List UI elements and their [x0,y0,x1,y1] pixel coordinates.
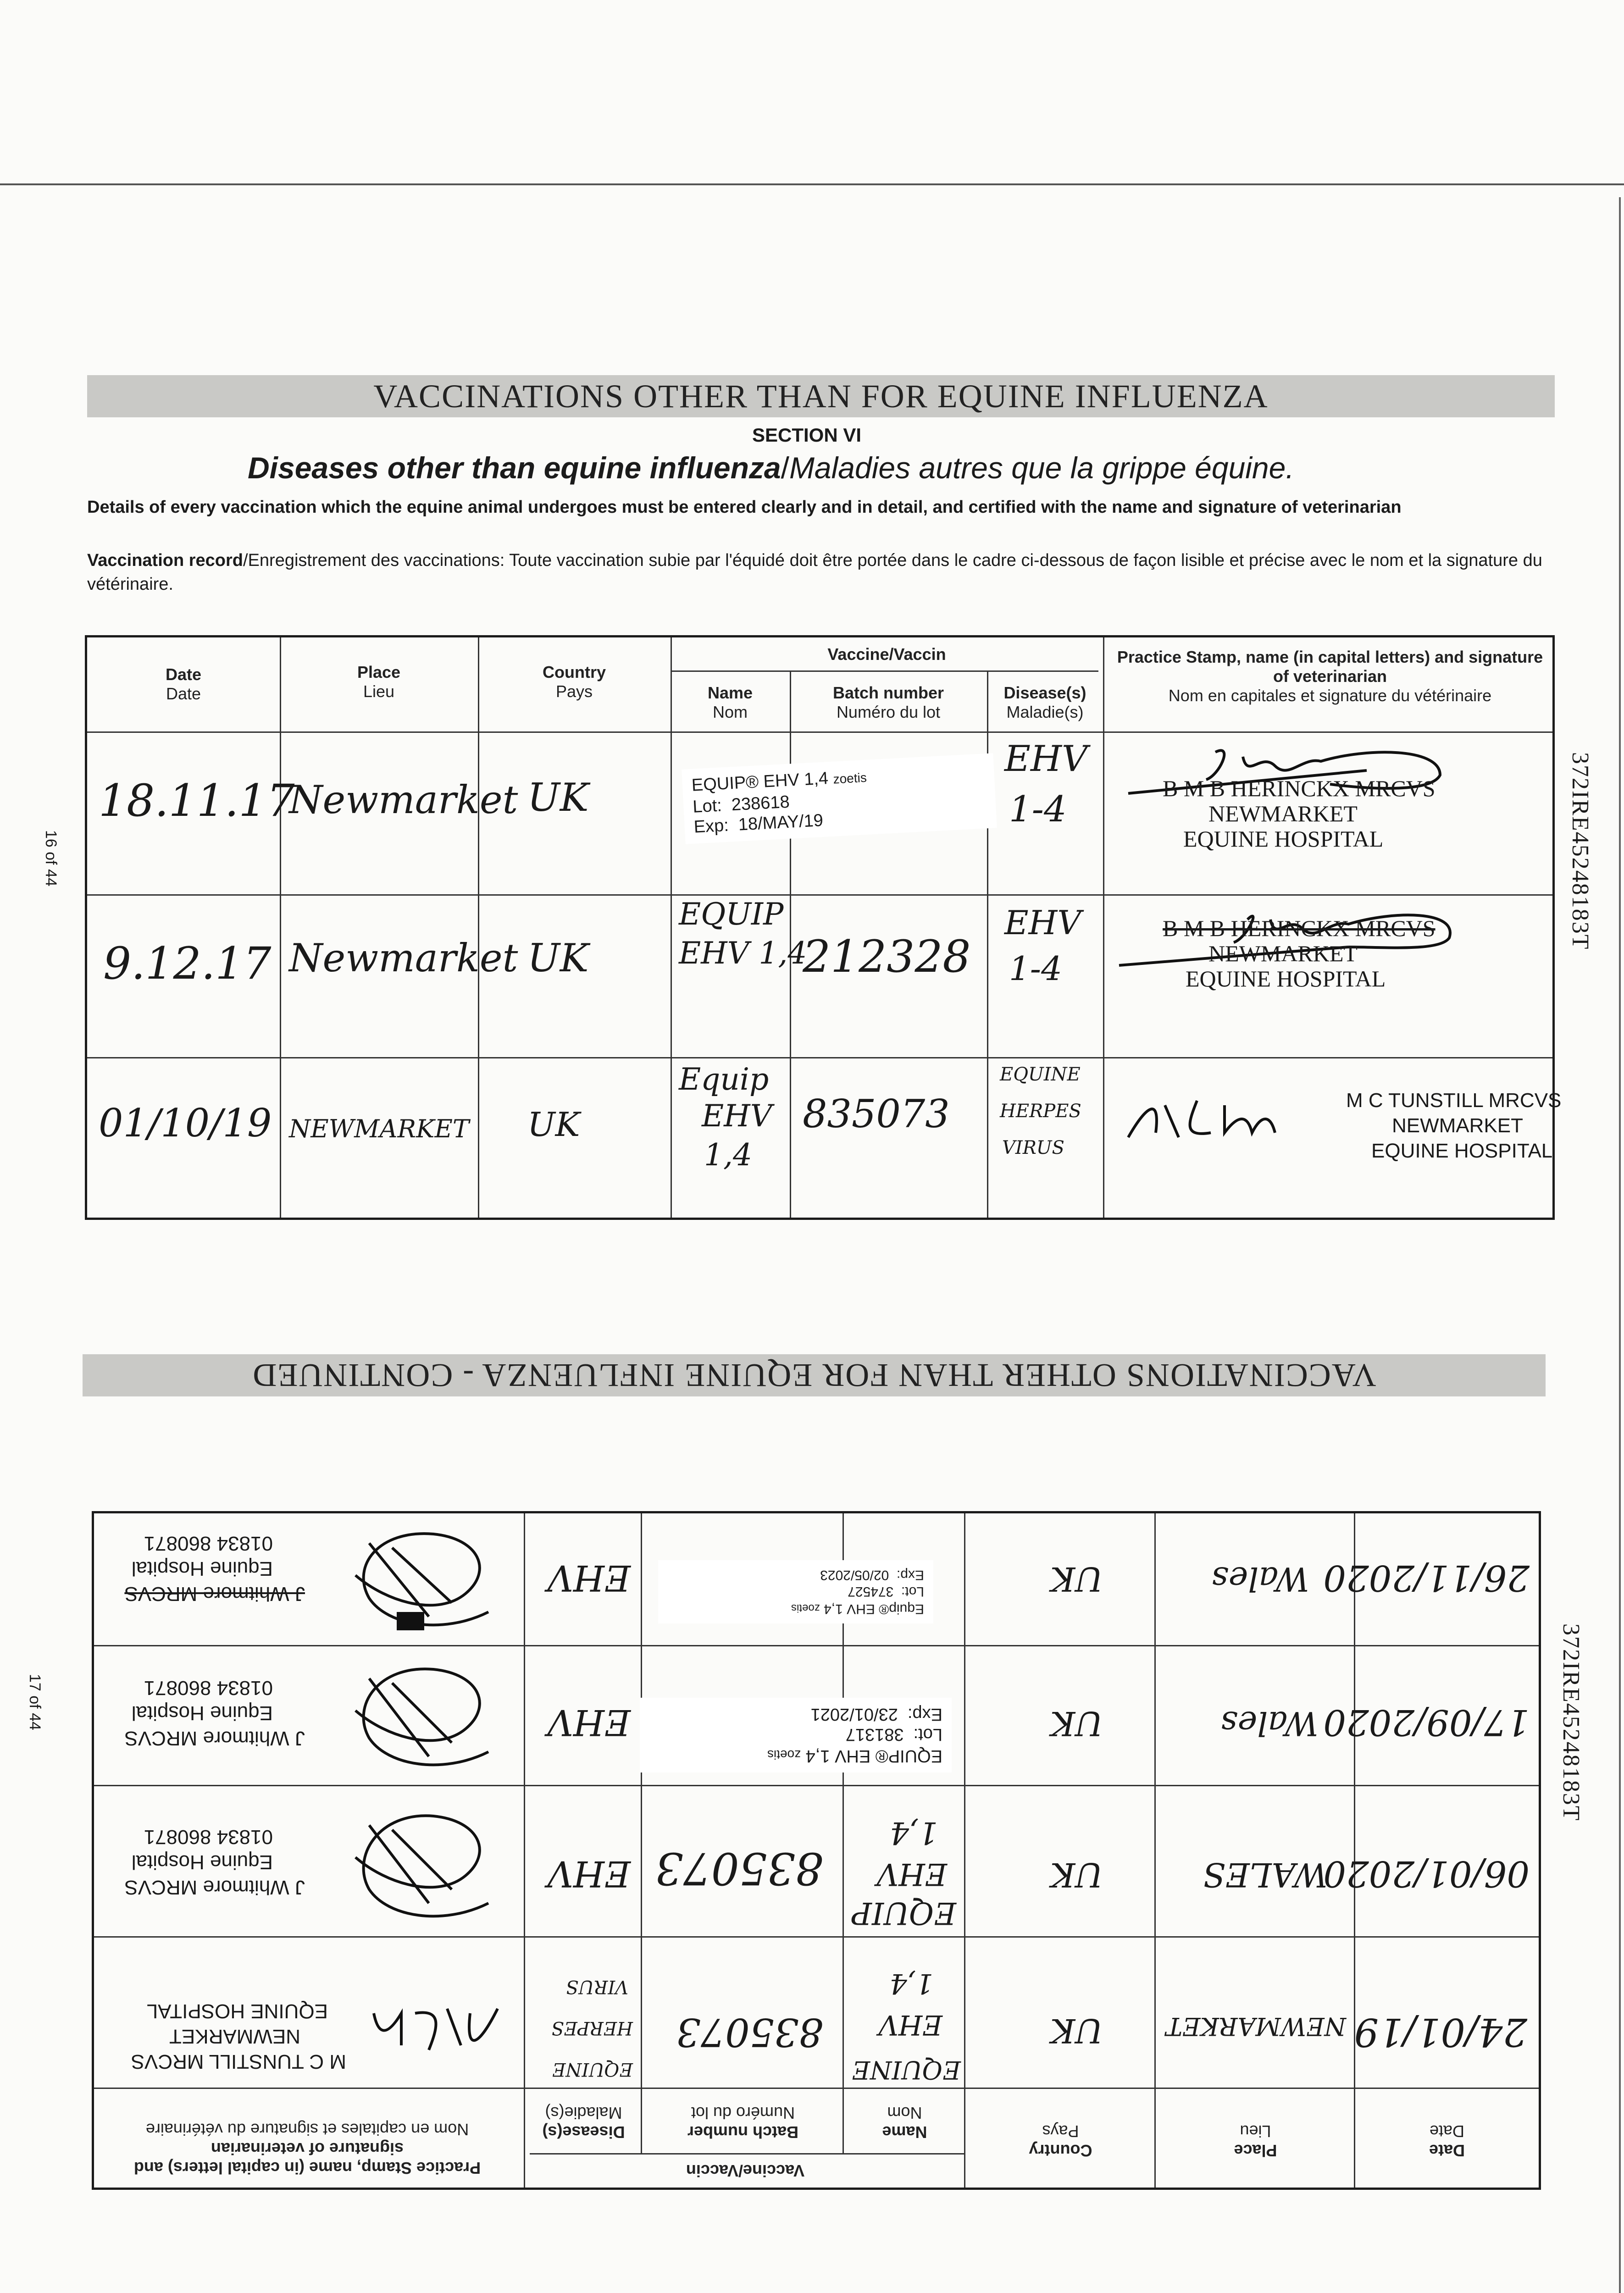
row3-vet-town: NEWMARKET [1392,1114,1523,1137]
bottom-row1-signature [360,1999,507,2064]
bottom-row4-exp: 02/05/2023 [820,1567,889,1583]
header-place: Place Lieu [357,663,401,701]
bottom-row4-place: Wales [1211,1560,1309,1598]
bottom-header-date: Date Date [1429,2122,1465,2160]
section-banner: VACCINATIONS OTHER THAN FOR EQUINE INFLUENZA [87,375,1555,417]
bottom-row4-vaccine-sticker: Equip® EHV 1,4 zoetis Lot: 374527 Exp: 02/05/2023 [658,1560,933,1623]
section-title [248,450,1294,485]
bottom-row1-vet-hospital: EQUINE HOSPITAL [146,2000,328,2022]
serial-number-bottom: 372IRE45248183T [1558,1623,1584,1822]
bottom-row3-vet-phone: 01834 860871 [144,1677,273,1699]
row2-place: Newmarket [289,936,518,980]
bottom-row1-disease-a: EQUINE [552,2059,633,2080]
vaccination-page-bottom [78,1344,1541,2190]
header-stamp: Practice Stamp, name (in capital letters) and signature of veterinarian Nom en capitales et signature du vétérinaire [1117,648,1543,705]
row3-country: UK [527,1105,580,1144]
bottom-header-vaccine: Vaccine/Vaccin [686,2161,805,2180]
bottom-row1-country: UK [1050,2011,1103,2050]
bottom-header-batch: Batch number Numéro du lot [687,2104,799,2142]
bottom-row1-vet-town: NEWMARKET [169,2025,300,2048]
bottom-header-name: Name Nom [882,2104,927,2142]
bottom-row4-signature [305,1516,507,1639]
bottom-row2-name-c: 1,4 [890,1815,938,1850]
bottom-row4-lot: 374527 [848,1584,894,1599]
bottom-row2-place: WALES [1203,1855,1328,1894]
bottom-row4-vaccine-name: Equip® EHV 1,4 [824,1601,924,1617]
row1-disease-b: 1-4 [1009,789,1067,830]
row3-name-a: Equip [679,1062,769,1097]
bottom-header-place: Place Lieu [1234,2122,1277,2160]
bottom-row2-disease: EHV [547,1853,631,1894]
vaccination-table-top [85,635,1562,1220]
row1-vet-hospital: EQUINE HOSPITAL [1183,826,1384,852]
bottom-row1-vet-name: M C TUNSTILL MRCVS [131,2050,346,2073]
row2-disease-a: EHV [1004,903,1081,942]
instruction-english: Details of every vaccination which the equine animal undergoes must be entered clearly and in detail, and certified with the name and signature of veterinarian [87,498,1402,517]
bottom-row3-vet-hospital: Equine Hospital [131,1702,273,1724]
bottom-row2-vet-hospital: Equine Hospital [131,1851,273,1873]
row2-country: UK [527,936,589,980]
row2-vet-hospital: EQUINE HOSPITAL [1186,966,1386,991]
bottom-row2-vet-phone: 01834 860871 [144,1826,273,1848]
bottom-row4-country: UK [1050,1560,1103,1598]
row3-date: 01/10/19 [99,1101,272,1146]
bottom-row4-vet-phone: 01834 860871 [144,1532,273,1555]
row1-lot: 238618 [731,792,790,815]
bottom-row1-name-c: 1,4 [889,1967,933,1999]
serial-number-top: 372IRE45248183T [1567,752,1593,950]
bottom-row2-batch: 835073 [655,1843,823,1894]
page-right-edge [1619,197,1621,2293]
row1-place: Newmarket [289,777,518,822]
bottom-header-country: Country Pays [1029,2122,1092,2160]
title-french: Maladies autres que la grippe équine. [789,451,1294,485]
bottom-row2-name-a: EQUIP [851,1895,956,1931]
header-disease: Disease(s) Maladie(s) [1003,683,1086,721]
row1-vet-town: NEWMARKET [1208,801,1358,826]
section-number: SECTION VI [752,424,862,446]
bottom-row2-name-b: EHV [876,1856,947,1892]
row1-vaccine-name: EQUIP® EHV 1,4 [691,769,829,795]
bottom-row3-vaccine-name: EQUIP® EHV 1,4 [805,1746,942,1766]
bottom-row3-disease: EHV [547,1701,631,1743]
row1-vaccine-sticker: EQUIP® EHV 1,4 zoetis Lot: 238618 Exp: 18/MAY/19 [682,753,997,844]
header-date: Date Date [165,665,202,703]
bottom-row2-signature [305,1793,507,1931]
title-separator: / [781,451,789,485]
row3-name-c: 1,4 [704,1137,752,1173]
row2-vet-name: B M B HERINCKX MRCVS [1163,915,1436,941]
header-country: Country Pays [543,663,606,701]
instruction-french-label: Vaccination record [87,551,244,570]
title-english: Diseases other than equine influenza [248,451,781,485]
bottom-row1-batch: 835073 [676,2010,823,2055]
header-vaccine: Vaccine/Vaccin [827,645,946,664]
vaccination-table-bottom [92,1511,1541,2190]
row3-place: NEWMARKET [289,1114,469,1143]
bottom-row3-lot: 381317 [845,1725,904,1744]
row2-batch: 212328 [803,931,971,982]
bottom-header-stamp: Practice Stamp, name (in capital letters) and signature of veterinarian Nom en capitales et signature du vétérinaire [133,2120,481,2177]
bottom-row4-vet-name: J Whitmore MRCVS [124,1583,305,1605]
row1-disease-a: EHV [1004,738,1088,780]
bottom-row3-place: Wales [1220,1704,1319,1743]
row3-disease-c: VIRUS [1002,1137,1064,1158]
row2-date: 9.12.17 [103,938,272,989]
instruction-french-text: /Enregistrement des vaccinations: Toute vaccination subie par l'équidé doit être portée dans le cadre ci-dessous de façon lisible et précise avec le nom et la signature du vétérinaire. [87,551,1542,594]
bottom-row1-disease-b: HERPES [551,2017,633,2038]
row3-disease-a: EQUINE [1000,1064,1081,1085]
row2-name-a: EQUIP [679,897,784,932]
instruction-french [87,548,1559,596]
bottom-row2-date: 06/01/2020 [1323,1853,1530,1894]
row1-vaccine-maker: zoetis [832,770,867,786]
bottom-row1-name-a: EQUINE [852,2055,961,2084]
bottom-row3-vaccine-maker: zoetis [767,1748,801,1762]
bottom-row2-vet-name: J Whitmore MRCVS [124,1876,305,1899]
bottom-header-disease: Disease(s) Maladie(s) [542,2104,625,2142]
bottom-row4-vaccine-maker: zoetis [791,1602,820,1614]
bottom-row4-disease: EHV [547,1557,631,1598]
bottom-row2-country: UK [1050,1855,1103,1894]
row3-batch: 835073 [803,1091,950,1136]
bottom-row1-place: NEWMARKET [1166,2012,1346,2041]
row1-date: 18.11.17 [99,775,295,826]
row3-name-b: EHV [702,1098,772,1134]
header-batch: Batch number Numéro du lot [832,683,944,721]
bottom-row3-signature [305,1651,507,1779]
bottom-row3-vaccine-sticker: EQUIP® EHV 1,4 zoetis Lot: 381317 Exp: 23/01/2021 [640,1698,952,1772]
bottom-row1-disease-c: VIRUS [566,1976,628,1997]
bottom-row1-name-b: EHV [878,2009,942,2041]
row1-country: UK [527,775,589,820]
header-name: Name Nom [707,683,753,721]
page-top-edge [0,183,1624,185]
row1-exp: 18/MAY/19 [737,810,824,835]
bottom-row3-vet-name: J Whitmore MRCVS [124,1727,305,1750]
bottom-row3-date: 17/09/2020 [1323,1701,1530,1743]
row2-vet-town: NEWMARKET [1208,941,1358,966]
bottom-row3-exp: 23/01/2021 [810,1705,898,1724]
bottom-row3-country: UK [1050,1704,1103,1743]
page-number-top: 16 of 44 [42,830,60,886]
page-number-bottom: 17 of 44 [26,1674,44,1730]
continued-banner: VACCINATIONS OTHER THAN FOR EQUINE INFLUENZA - CONTINUED [83,1354,1546,1396]
row2-name-b: EHV 1,4 [679,936,807,971]
row3-signature [1119,1087,1312,1146]
bottom-row4-vet-hospital: Equine Hospital [131,1557,273,1580]
row3-disease-b: HERPES [1000,1101,1081,1122]
row3-vet-name: M C TUNSTILL MRCVS [1346,1089,1562,1112]
row3-vet-hospital: EQUINE HOSPITAL [1371,1140,1553,1162]
row1-vet-name: B M B HERINCKX MRCVS [1163,775,1436,801]
bottom-row1-date: 24/01/19 [1354,2010,1527,2055]
bottom-row4-date: 26/11/2020 [1323,1557,1530,1598]
row2-disease-b: 1-4 [1009,949,1062,988]
